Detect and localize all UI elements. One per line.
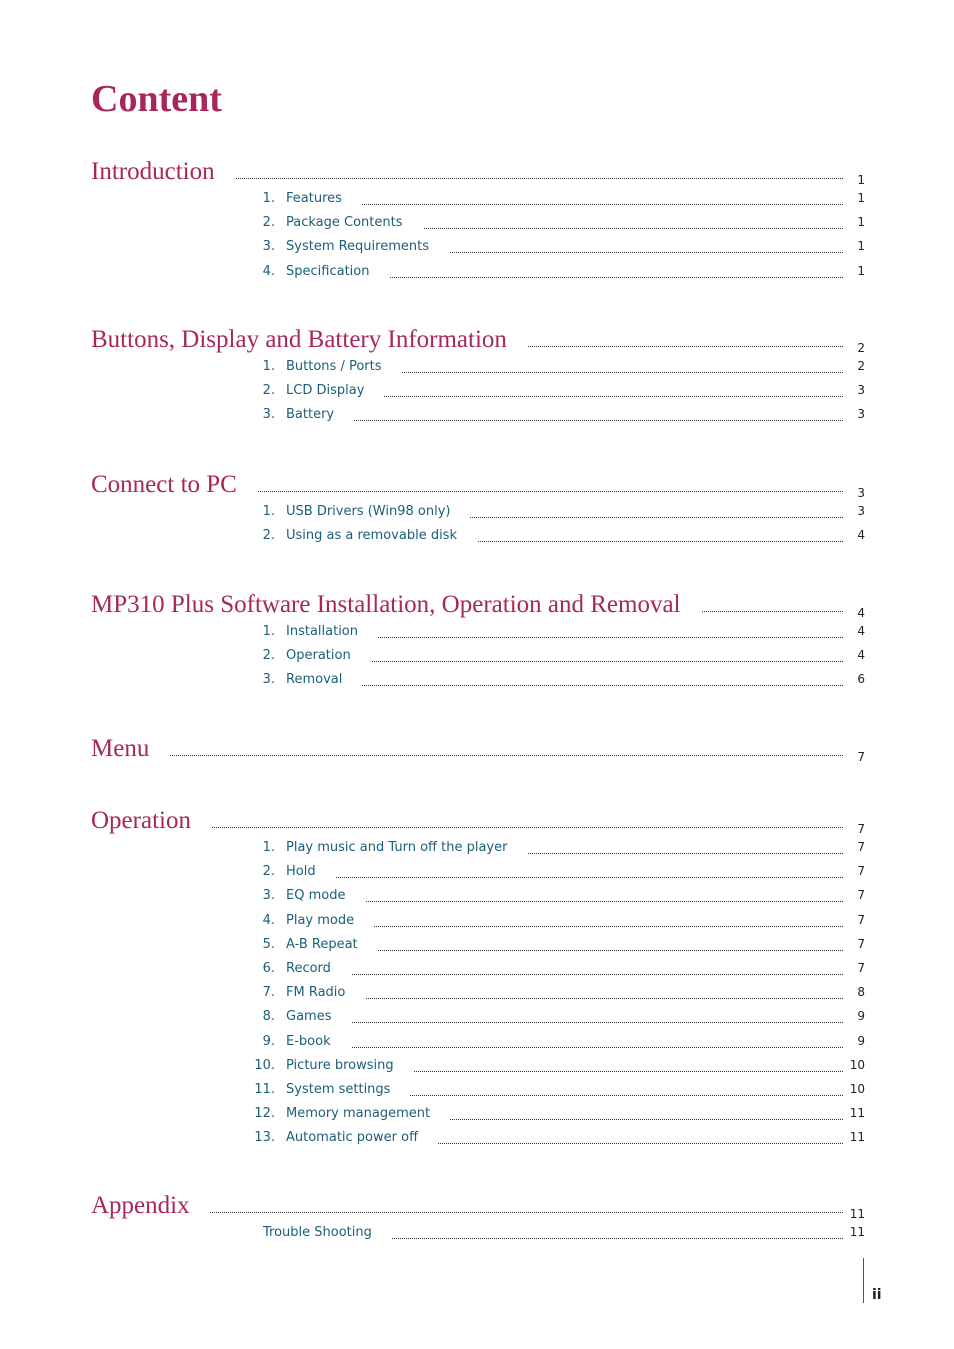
toc-item[interactable] (0, 1006, 954, 1030)
toc-item[interactable] (0, 982, 954, 1006)
item-number: 3. (262, 672, 275, 688)
dot-leader (290, 661, 843, 662)
item-number: 2. (262, 528, 275, 544)
item-page-number: 1 (857, 263, 865, 278)
item-label: E-book (286, 1035, 351, 1048)
item-label: Record (286, 962, 351, 975)
item-number: 5. (262, 936, 275, 952)
item-number: 2. (262, 215, 275, 231)
section-page-number: 7 (857, 750, 865, 764)
item-page-number: 7 (857, 864, 865, 879)
item-page-number: 3 (857, 407, 865, 422)
item-label: Specification (286, 265, 389, 278)
item-number: 6. (262, 960, 275, 976)
item-page-number: 3 (857, 504, 865, 518)
toc-section (0, 467, 954, 549)
item-page-number: 2 (857, 359, 865, 373)
toc-item[interactable] (0, 380, 954, 404)
toc-section-heading[interactable] (0, 803, 954, 837)
item-label: USB Drivers (Win98 only) (286, 505, 470, 518)
section-title: Menu (91, 736, 169, 761)
section-title: Introduction (91, 159, 235, 184)
item-number: 10. (254, 1057, 275, 1073)
item-page-number: 3 (857, 383, 865, 398)
item-page-number: 10 (849, 1057, 865, 1072)
item-label: Play mode (286, 914, 374, 927)
item-page-number: 4 (857, 528, 865, 543)
toc-section-heading[interactable] (0, 322, 954, 356)
item-label: LCD Display (286, 384, 384, 397)
item-label: System settings (286, 1083, 410, 1096)
toc-item[interactable] (0, 837, 954, 861)
dot-leader (290, 420, 843, 421)
footer-page-number: ii (872, 1287, 882, 1303)
toc-item[interactable] (0, 645, 954, 669)
dot-leader (150, 178, 843, 179)
item-page-number: 1 (857, 239, 865, 254)
toc-item[interactable] (0, 621, 954, 645)
dot-leader (150, 1212, 843, 1213)
item-label: A-B Repeat (286, 938, 378, 951)
toc-section (0, 1188, 954, 1246)
item-label: Automatic power off (286, 1131, 438, 1144)
item-label: Using as a removable disk (286, 529, 477, 542)
section-title: Operation (91, 808, 211, 833)
item-number: 4. (262, 263, 275, 279)
dot-leader (290, 685, 843, 686)
toc-item[interactable] (0, 1055, 954, 1079)
toc-item[interactable] (0, 525, 954, 549)
item-label: Removal (286, 673, 362, 686)
dot-leader (290, 1047, 843, 1048)
item-page-number: 11 (849, 1130, 865, 1145)
toc-item[interactable] (0, 1222, 954, 1246)
item-number: 3. (262, 407, 275, 423)
toc-item[interactable] (0, 236, 954, 260)
toc-section-heading[interactable] (0, 467, 954, 501)
toc-item[interactable] (0, 1127, 954, 1151)
item-number: 7. (262, 985, 275, 1001)
item-number: 2. (262, 648, 275, 664)
item-number: 3. (262, 239, 275, 255)
toc-item[interactable] (0, 261, 954, 285)
toc-section-heading[interactable] (0, 587, 954, 621)
item-label: Picture browsing (286, 1059, 414, 1072)
section-page-number: 1 (857, 173, 865, 187)
item-page-number: 1 (857, 215, 865, 230)
toc-item[interactable] (0, 501, 954, 525)
dot-leader (290, 901, 843, 902)
footer-divider (863, 1258, 864, 1303)
toc-item[interactable] (0, 885, 954, 909)
item-page-number: 7 (857, 840, 865, 854)
section-page-number: 11 (849, 1207, 865, 1221)
toc-item[interactable] (0, 910, 954, 934)
toc-item[interactable] (0, 861, 954, 885)
toc-section (0, 587, 954, 694)
item-page-number: 7 (857, 912, 865, 927)
item-label: Hold (286, 865, 336, 878)
toc-item[interactable] (0, 1103, 954, 1127)
toc-section (0, 803, 954, 1151)
item-page-number: 9 (857, 1033, 865, 1048)
section-title: Connect to PC (91, 472, 257, 497)
toc-item[interactable] (0, 934, 954, 958)
item-number: 11. (254, 1081, 275, 1097)
item-page-number: 7 (857, 960, 865, 975)
dot-leader (290, 877, 843, 878)
item-number: 1. (262, 624, 275, 639)
item-number: 3. (262, 888, 275, 904)
item-page-number: 7 (857, 936, 865, 951)
toc-item[interactable] (0, 404, 954, 428)
item-label: Operation (286, 649, 371, 662)
item-page-number: 6 (857, 672, 865, 687)
item-label: Trouble Shooting (263, 1226, 392, 1239)
section-page-number: 4 (857, 606, 865, 620)
item-label: Games (286, 1010, 351, 1023)
toc-section (0, 154, 954, 285)
item-number: 13. (254, 1130, 275, 1146)
dot-leader (290, 974, 843, 975)
item-number: 1. (262, 840, 275, 855)
item-number: 4. (262, 912, 275, 928)
item-page-number: 9 (857, 1009, 865, 1024)
item-page-number: 11 (849, 1225, 865, 1239)
item-number: 9. (262, 1033, 275, 1049)
dot-leader (150, 755, 843, 756)
item-number: 1. (262, 359, 275, 374)
item-page-number: 11 (849, 1106, 865, 1121)
toc-item[interactable] (0, 212, 954, 236)
section-title: Buttons, Display and Battery Information (91, 327, 527, 352)
section-page-number: 7 (857, 822, 865, 836)
item-number: 8. (262, 1009, 275, 1025)
item-page-number: 4 (857, 648, 865, 663)
dot-leader (290, 1022, 843, 1023)
dot-leader (290, 998, 843, 999)
section-page-number: 2 (857, 341, 865, 355)
section-page-number: 3 (857, 486, 865, 500)
item-label: EQ mode (286, 889, 365, 902)
item-label: Package Contents (286, 216, 423, 229)
page-title: Content (91, 78, 222, 120)
toc-section-heading[interactable] (0, 154, 954, 188)
item-number: 1. (262, 504, 275, 519)
item-number: 2. (262, 383, 275, 399)
item-label: Buttons / Ports (286, 360, 402, 373)
item-number: 12. (254, 1106, 275, 1122)
toc-section-heading[interactable] (0, 731, 954, 765)
item-label: Memory management (286, 1107, 450, 1120)
item-page-number: 7 (857, 888, 865, 903)
toc-item[interactable] (0, 669, 954, 693)
toc-section (0, 731, 954, 765)
section-title: MP310 Plus Software Installation, Operation and Removal (91, 592, 701, 617)
item-label: Battery (286, 408, 354, 421)
item-page-number: 4 (857, 624, 865, 638)
item-page-number: 1 (857, 191, 865, 205)
item-number: 1. (262, 191, 275, 206)
toc-item[interactable] (0, 188, 954, 212)
toc-item[interactable] (0, 958, 954, 982)
item-label: FM Radio (286, 986, 365, 999)
toc-item[interactable] (0, 1031, 954, 1055)
toc-item[interactable] (0, 1079, 954, 1103)
section-title: Appendix (91, 1193, 210, 1218)
item-page-number: 10 (849, 1081, 865, 1096)
item-label: Features (286, 192, 362, 205)
toc-section (0, 322, 954, 429)
item-number: 2. (262, 864, 275, 880)
item-page-number: 8 (857, 985, 865, 1000)
item-label: Installation (286, 625, 378, 638)
item-label: Play music and Turn off the player (286, 841, 527, 854)
dot-leader (150, 827, 843, 828)
dot-leader (290, 204, 843, 205)
toc-section-heading[interactable] (0, 1188, 954, 1222)
item-label: System Requirements (286, 240, 449, 253)
toc-item[interactable] (0, 356, 954, 380)
